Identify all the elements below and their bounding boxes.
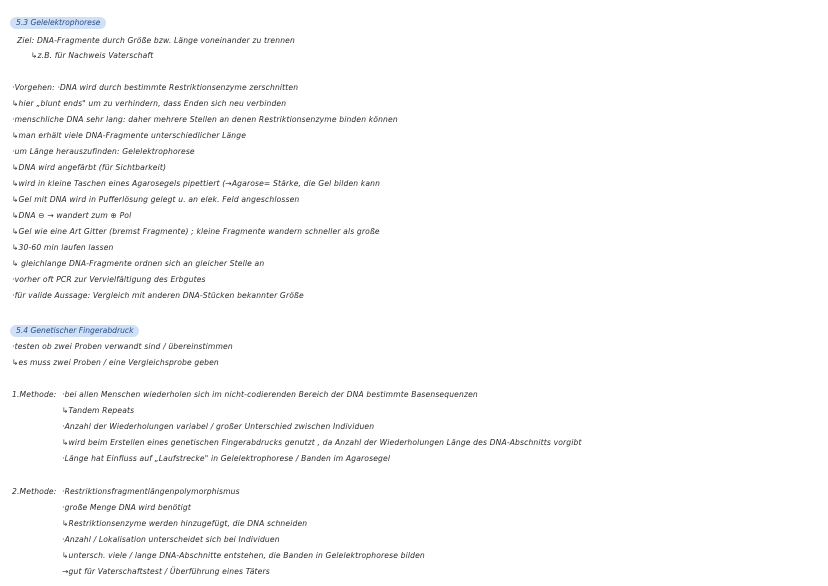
note-line: ↳DNA ⊖ → wandert zum ⊕ Pol — [12, 211, 132, 220]
note-line: Ziel: DNA-Fragmente durch Größe bzw. Länge voneinander zu trennen — [17, 36, 295, 45]
note-line: ·menschliche DNA sehr lang: daher mehrere Stellen an denen Restriktionsenzyme binden können — [12, 115, 398, 124]
note-line: ↳Gel wie eine Art Gitter (bremst Fragmente) ; kleine Fragmente wandern schneller als große — [12, 227, 380, 236]
note-line: ↳man erhält viele DNA-Fragmente unterschiedlicher Länge — [12, 131, 247, 140]
note-line: ↳DNA wird angefärbt (für Sichtbarkeit) — [12, 163, 167, 172]
methode-1-label: 1.Methode: — [12, 390, 57, 399]
note-line: ·um Länge herauszufinden: Gelelektrophorese — [12, 147, 195, 156]
methode-2-label: 2.Methode: — [12, 487, 57, 496]
section-heading-fingerabdruck: 5.4 Genetischer Fingerabdruck — [10, 325, 139, 337]
note-line: ↳Gel mit DNA wird in Pufferlösung gelegt u. an elek. Feld angeschlossen — [12, 195, 300, 204]
note-line: →gut für Vaterschaftstest / Überführung eines Täters — [62, 567, 270, 576]
note-line: ↳Tandem Repeats — [62, 406, 135, 415]
note-line: ↳hier „blunt ends" um zu verhindern, dass Enden sich neu verbinden — [12, 99, 287, 108]
note-line: ·für valide Aussage: Vergleich mit anderen DNA-Stücken bekannter Größe — [12, 291, 304, 300]
note-line: ·Vorgehen: ·DNA wird durch bestimmte Restriktionsenzyme zerschnitten — [12, 83, 299, 92]
note-line: ·vorher oft PCR zur Vervielfältigung des Erbgutes — [12, 275, 206, 284]
note-line: ↳wird in kleine Taschen eines Agarosegels pipettiert (→Agarose= Stärke, die Gel bilden kann — [12, 179, 381, 188]
note-line: ·bei allen Menschen wiederholen sich im nicht-codierenden Bereich der DNA bestimmte Basensequenzen — [62, 390, 478, 399]
note-line: ·Anzahl / Lokalisation unterscheidet sich bei Individuen — [62, 535, 280, 544]
note-line: ↳wird beim Erstellen eines genetischen Fingerabdrucks genutzt , da Anzahl der Wiederholungen Länge des DNA-Abschnitts vorgibt — [62, 438, 582, 447]
note-line: ↳z.B. für Nachweis Vaterschaft — [31, 51, 154, 60]
note-line: ·Restriktionsfragmentlängenpolymorphismus — [62, 487, 240, 496]
note-line: ·Anzahl der Wiederholungen variabel / großer Unterschied zwischen Individuen — [62, 422, 375, 431]
note-line: ↳ gleichlange DNA-Fragmente ordnen sich an gleicher Stelle an — [12, 259, 265, 268]
section-heading-gelelektrophorese: 5.3 Gelelektrophorese — [10, 17, 106, 29]
note-line: ↳untersch. viele / lange DNA-Abschnitte entstehen, die Banden in Gelelektrophorese bilden — [62, 551, 425, 560]
note-line: ↳Restriktionsenzyme werden hinzugefügt, die DNA schneiden — [62, 519, 308, 528]
note-line: ·große Menge DNA wird benötigt — [62, 503, 191, 512]
note-line: ·Länge hat Einfluss auf „Laufstrecke" in Gelelektrophorese / Banden im Agarosegel — [62, 454, 391, 463]
note-line: ↳es muss zwei Proben / eine Vergleichsprobe geben — [12, 358, 219, 367]
note-line: ·testen ob zwei Proben verwandt sind / übereinstimmen — [12, 342, 233, 351]
note-line: ↳30-60 min laufen lassen — [12, 243, 114, 252]
